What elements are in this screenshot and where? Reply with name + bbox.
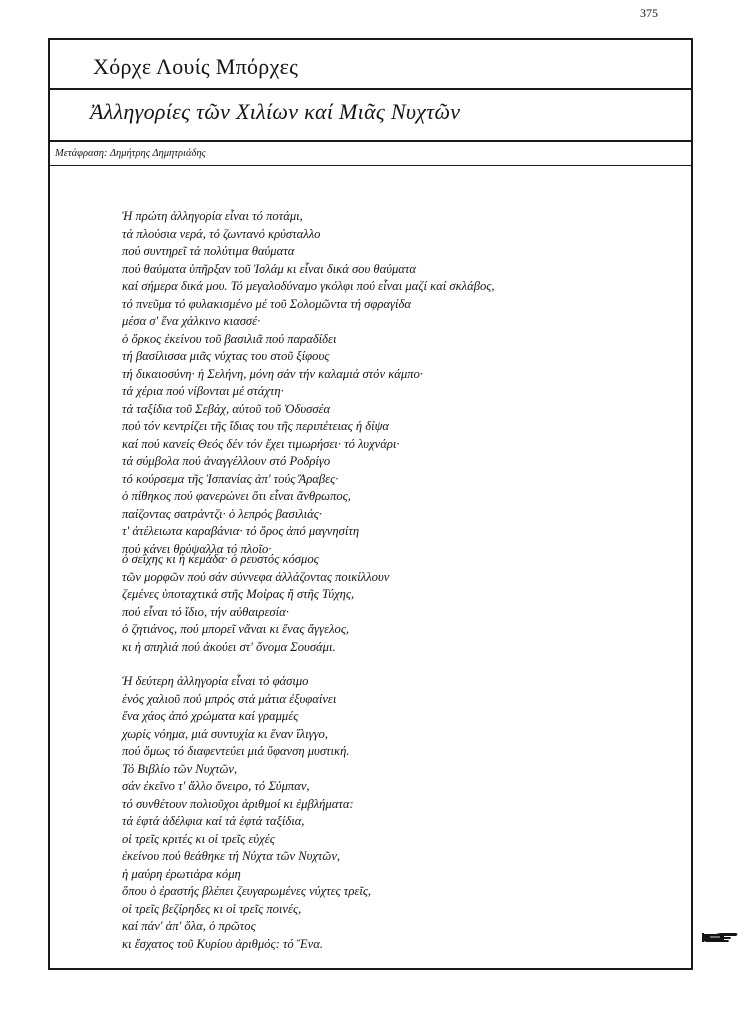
poem-line: πού θαύματα ὑπῆρξαν τοῦ Ἰσλάμ κι εἶναι δικά σου θαύματα (122, 261, 417, 276)
poem-line: πού κάνει θρύψαλλα τό πλοῖο· (122, 541, 272, 556)
poem-line: χωρίς νόημα, μιά συντυχία κι ἕναν ἴλιγγο, (122, 726, 328, 741)
poem-line: τά σύμβολα πού ἀναγγέλλουν στό Ροδρίγο (122, 454, 331, 468)
poem-line: ὁ ζητιάνος, πού μπορεῖ νἄναι κι ἕνας ἄγγελος, (122, 622, 350, 636)
poem-line: ζεμένες ὑποταχτικά στῆς Μοίρας ἤ στῆς Τύχης, (122, 587, 355, 601)
poem-line: τό κούρσεμα τῆς Ἰσπανίας ἀπ' τούς Ἄραβες· (122, 471, 339, 486)
poem-line: οἱ τρεῖς βεζίρηδες κι οἱ τρεῖς ποινές, (122, 901, 302, 916)
poem-line: καί πάν' ἀπ' ὅλα, ὁ πρῶτος (122, 919, 256, 933)
poem-line: τά χέρια πού νίβονται μέ στάχτη· (122, 384, 284, 398)
poem-line: Ἡ πρώτη ἀλληγορία εἶναι τό ποτάμι, (122, 209, 303, 223)
poem-line: τή δικαιοσύνη· ἡ Σελήνη, μόνη σάν τήν καλαμιά στόν κάμπο· (122, 366, 423, 381)
poem-line: τά πλούσια νερά, τό ζωντανό κρύσταλλο (122, 226, 321, 241)
poem-line: ἐκείνου πού θεάθηκε τή Νύχτα τῶν Νυχτῶν, (122, 849, 341, 863)
poem-line: ὁ σεΐχης κι ἡ κεμάδα· ὁ ρευστός κόσμος (122, 552, 319, 566)
poem-line: τῶν μορφῶν πού σάν σύννεφα ἀλλάζοντας ποικίλλουν (122, 569, 390, 584)
poem-line: τά ταξίδια τοῦ Σεβάχ, αὐτοῦ τοῦ Ὀδυσσέα (122, 401, 331, 416)
poem-line: ὅπου ὁ ἐραστής βλέπει ζευγαρωμένες νύχτες τρεῖς, (122, 884, 372, 898)
poem-line: ἑνός χαλιοῦ πού μπρός στά μάτια ἐξυφαίνει (122, 691, 337, 706)
poem-line: Ἡ δεύτερη ἀλληγορία εἶναι τό φάσιμο (122, 674, 309, 688)
poem-line: κι ἔσχατος τοῦ Κυρίου ἀριθμός: τό Ἕνα. (122, 936, 323, 951)
poem-line: ἕνα χάος ἀπό χρώματα καί γραμμές (122, 709, 299, 723)
poem-line: ὁ ὅρκος ἐκείνου τοῦ βασιλιᾶ πού παραδίδει (122, 331, 337, 346)
poem-title: Ἀλληγορίες τῶν Χιλίων καί Μιᾶς Νυχτῶν (90, 99, 461, 124)
poem-line: πού συντηρεῖ τά πολύτιμα θαύματα (122, 244, 295, 258)
author-box (50, 40, 691, 90)
author-name: Χόρχε Λουίς Μπόρχες (93, 54, 299, 79)
article-frame (48, 38, 693, 970)
poem-line: πού ὅμως τό διαφεντεύει μιά ὕφανση μυστική. (122, 744, 350, 758)
stanza-2 (122, 551, 682, 656)
poem-line: μέσα σ' ἕνα χάλκινο κιασσέ· (122, 314, 261, 328)
page-number: 375 (640, 6, 658, 20)
poem-line: κι ἡ σπηλιά πού ἀκούει στ' ὄνομα Σουσάμι. (122, 639, 336, 654)
poem-line: τό πνεῦμα τό φυλακισμένο μέ τοῦ Σολομῶντα τή σφραγίδα (122, 296, 411, 311)
stanza-1 (122, 208, 682, 558)
poem-line: τό συνθέτουν πολιοῦχοι ἀριθμοί κι ἐμβλήματα: (122, 796, 354, 811)
stanza-3 (122, 673, 682, 953)
poem-line: τά ἑφτά ἀδέλφια καί τά ἑφτά ταξίδια, (122, 814, 305, 828)
poem-line: πού εἶναι τό ἴδιο, τήν αὐθαιρεσία· (122, 604, 289, 619)
poem-line: τή βασίλισσα μιᾶς νύχτας του στοῦ ξίφους (122, 349, 330, 363)
poem-line: ἡ μαύρη ἐρωτιάρα κόμη (122, 866, 241, 881)
poem-line: Τό Βιβλίο τῶν Νυχτῶν, (122, 761, 238, 776)
poem-line: τ' ἀτέλειωτα καραβάνια· τό ὄρος ἀπό μαγνησίτη (122, 524, 360, 538)
translator-credit: Μετάφραση: Δημήτρης Δημητριάδης (55, 148, 206, 159)
poem-line: πού τόν κεντρίζει τῆς ἴδιας του τῆς περιπέτειας ἡ δίψα (122, 419, 390, 433)
poem-line: καί σήμερα δικά μου. Τό μεγαλοδύναμο γκόλφι πού εἶναι μαζί καί σκλάβος, (122, 279, 495, 293)
poem-line: παίζοντας σατράντζι· ὁ λεπρός βασιλιάς· (122, 506, 323, 521)
poem-line: καί πού κανείς Θεός δέν τόν ἔχει τιμωρήσει· τό λυχνάρι· (122, 436, 400, 451)
translator-box (50, 142, 691, 166)
pointing-hand-icon (700, 929, 740, 945)
poem-line: σάν ἐκεῖνο τ' ἄλλο ὄνειρο, τό Σύμπαν, (122, 779, 310, 793)
title-box (50, 90, 691, 142)
poem-line: οἱ τρεῖς κριτές κι οἱ τρεῖς εὐχές (122, 831, 275, 846)
poem-line: ὁ πίθηκος πού φανερώνει ὅτι εἶναι ἄνθρωπος, (122, 489, 351, 503)
